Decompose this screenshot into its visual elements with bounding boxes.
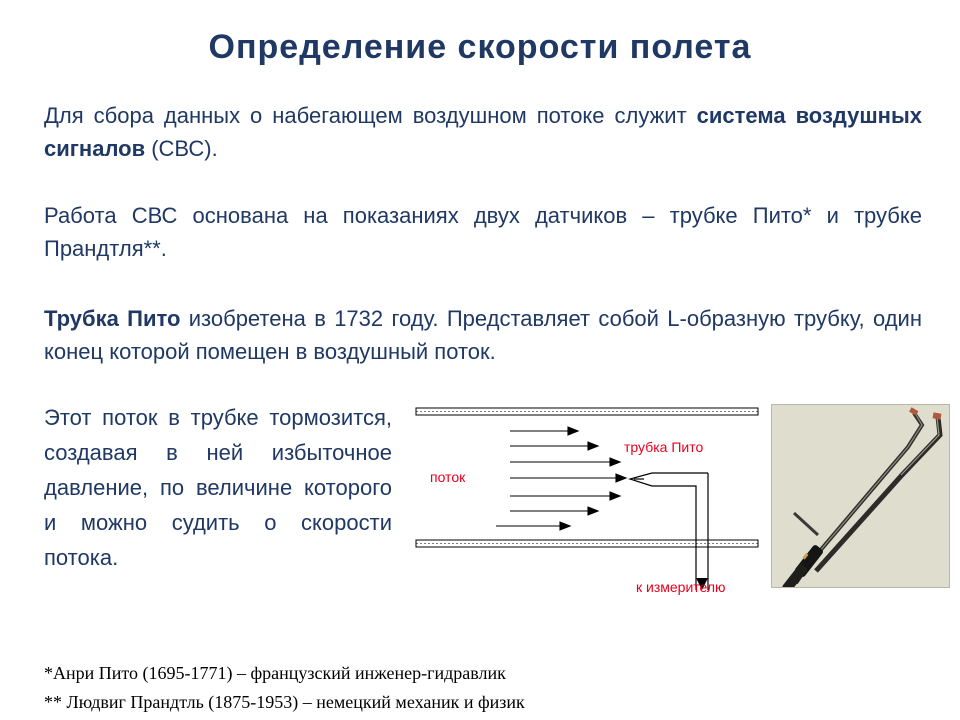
p1-text-b: (СВС). <box>145 136 218 161</box>
flow-arrows <box>496 427 626 530</box>
pitot-tube-diagram <box>412 400 762 600</box>
pitot-tube-shape <box>630 473 708 590</box>
paragraph-pitot <box>44 302 922 368</box>
paragraph-svs <box>44 99 922 165</box>
label-to-meter: к измерителю <box>636 579 726 595</box>
footnote-pitot: *Анри Пито (1695-1771) – французский инженер-гидравлик <box>44 663 506 683</box>
pipe-wall-top <box>416 408 758 415</box>
p3-bold-term: Трубка Пито <box>44 306 181 331</box>
pipe-wall-bottom <box>416 540 758 547</box>
p1-bold-term: система воздушных сигналов <box>44 103 922 161</box>
paragraph-sensors: Работа СВС основана на показаниях двух датчиков – трубке Пито* и трубке Прандтля**. <box>44 203 922 261</box>
slide-title: Определение скорости полета <box>208 28 752 66</box>
p1-text-a: Для сбора данных о набегающем воздушном потоке служит <box>44 103 697 128</box>
label-pitot-tube: трубка Пито <box>624 439 704 455</box>
pitot-tube-photo <box>771 404 950 588</box>
p3-text: изобретена в 1732 году. Представляет собой L-образную трубку, один конец которой помещен в воздушный поток. <box>44 306 922 364</box>
paragraph-flow: Этот поток в трубке тормозится, создавая в ней избыточное давление, по величине которого и можно судить о скорости потока. <box>44 405 392 570</box>
label-flow: поток <box>430 469 466 485</box>
footnote-prandtl: ** Людвиг Прандтль (1875-1953) – немецкий механик и физик <box>44 692 525 712</box>
